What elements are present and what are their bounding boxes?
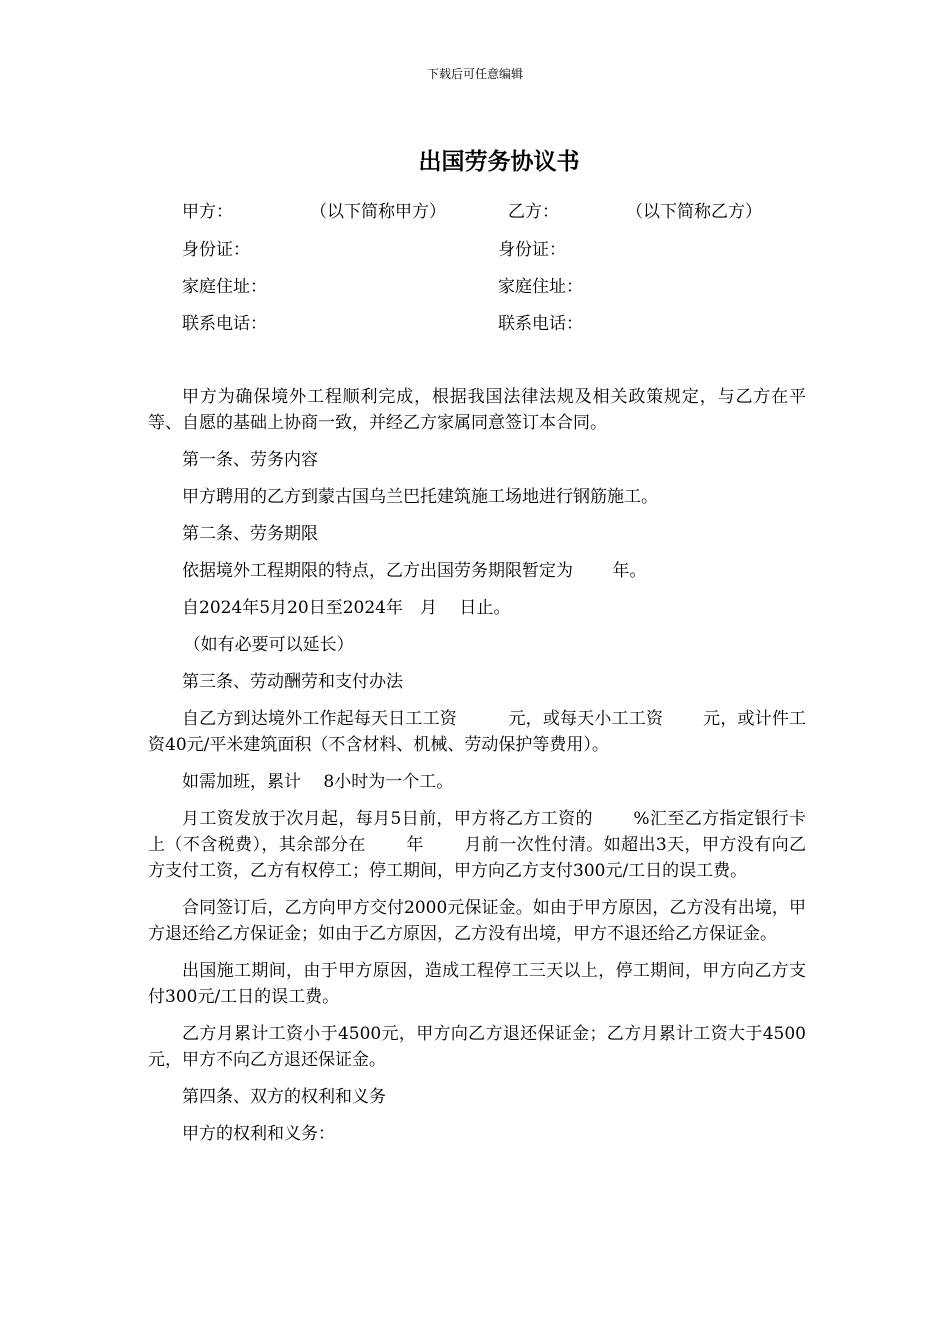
article-3-overtime: 如需加班，累计 8小时为一个工。 <box>182 772 454 792</box>
article-2-term: 依据境外工程期限的特点，乙方出国劳务期限暂定为 年。 <box>182 561 647 581</box>
party-b-address-label: 家庭住址： <box>498 277 583 297</box>
intro-paragraph: 甲方为确保境外工程顺利完成，根据我国法律法规及相关政策规定，与乙方在平等、自愿的基础上协商一致，并经乙方家属同意签订本合同。 <box>148 387 806 433</box>
party-b-phone-label: 联系电话： <box>498 314 583 334</box>
party-a-label: 甲方： <box>182 202 233 222</box>
article-1-heading: 第一条、劳务内容 <box>182 450 318 470</box>
article-1-content: 甲方聘用的乙方到蒙古国乌兰巴托建筑施工场地进行钢筋施工。 <box>182 487 658 507</box>
agreement-body <box>148 384 806 1158</box>
article-3-heading: 第三条、劳动酬劳和支付办法 <box>182 672 403 692</box>
party-b-id-label: 身份证： <box>498 240 566 260</box>
party-a-phone-label: 联系电话： <box>182 314 267 334</box>
article-3-deposit-refund: 乙方月累计工资小于4500元，甲方向乙方退还保证金；乙方月累计工资大于4500元，甲方不向乙方退还保证金。 <box>148 1024 806 1070</box>
article-2-heading: 第二条、劳务期限 <box>182 524 318 544</box>
article-4-heading: 第四条、双方的权利和义务 <box>182 1087 386 1107</box>
party-a-id-label: 身份证： <box>182 240 250 260</box>
party-a-address-label: 家庭住址： <box>182 277 267 297</box>
article-3-payment: 月工资发放于次月起，每月5日前，甲方将乙方工资的 %汇至乙方指定银行卡上（不含税费），其余部分在 年 月前一次性付清。如超出3天，甲方没有向乙方支付工资，乙方有权停工；停工期间，甲方向乙方支付300元/工日的误工费。 <box>148 809 806 881</box>
article-4-party-a-subheading: 甲方的权利和义务： <box>182 1124 335 1144</box>
party-a-alias: （以下简称甲方） <box>310 202 446 222</box>
article-2-extension-note: （如有必要可以延长） <box>183 635 354 655</box>
party-b-alias: （以下简称乙方） <box>626 202 762 222</box>
document-title: 出国劳务协议书 <box>418 149 580 175</box>
party-b-label: 乙方： <box>508 202 559 222</box>
article-3-wages: 自乙方到达境外工作起每天日工工资 元，或每天小工工资 元，或计件工资40元/平米建筑面积（不含材料、机械、劳动保护等费用）。 <box>148 709 806 755</box>
article-3-deposit: 合同签订后，乙方向甲方交付2000元保证金。如由于甲方原因，乙方没有出境，甲方退还给乙方保证金；如由于乙方原因，乙方没有出境，甲方不退还给乙方保证金。 <box>148 898 806 944</box>
article-2-dates: 自2024年5月20日至2024年 月 日止。 <box>182 598 511 618</box>
header-note: 下载后可任意编辑 <box>426 67 523 81</box>
article-3-stoppage: 出国施工期间，由于甲方原因，造成工程停工三天以上，停工期间，甲方向乙方支付300元/工日的误工费。 <box>148 961 806 1007</box>
